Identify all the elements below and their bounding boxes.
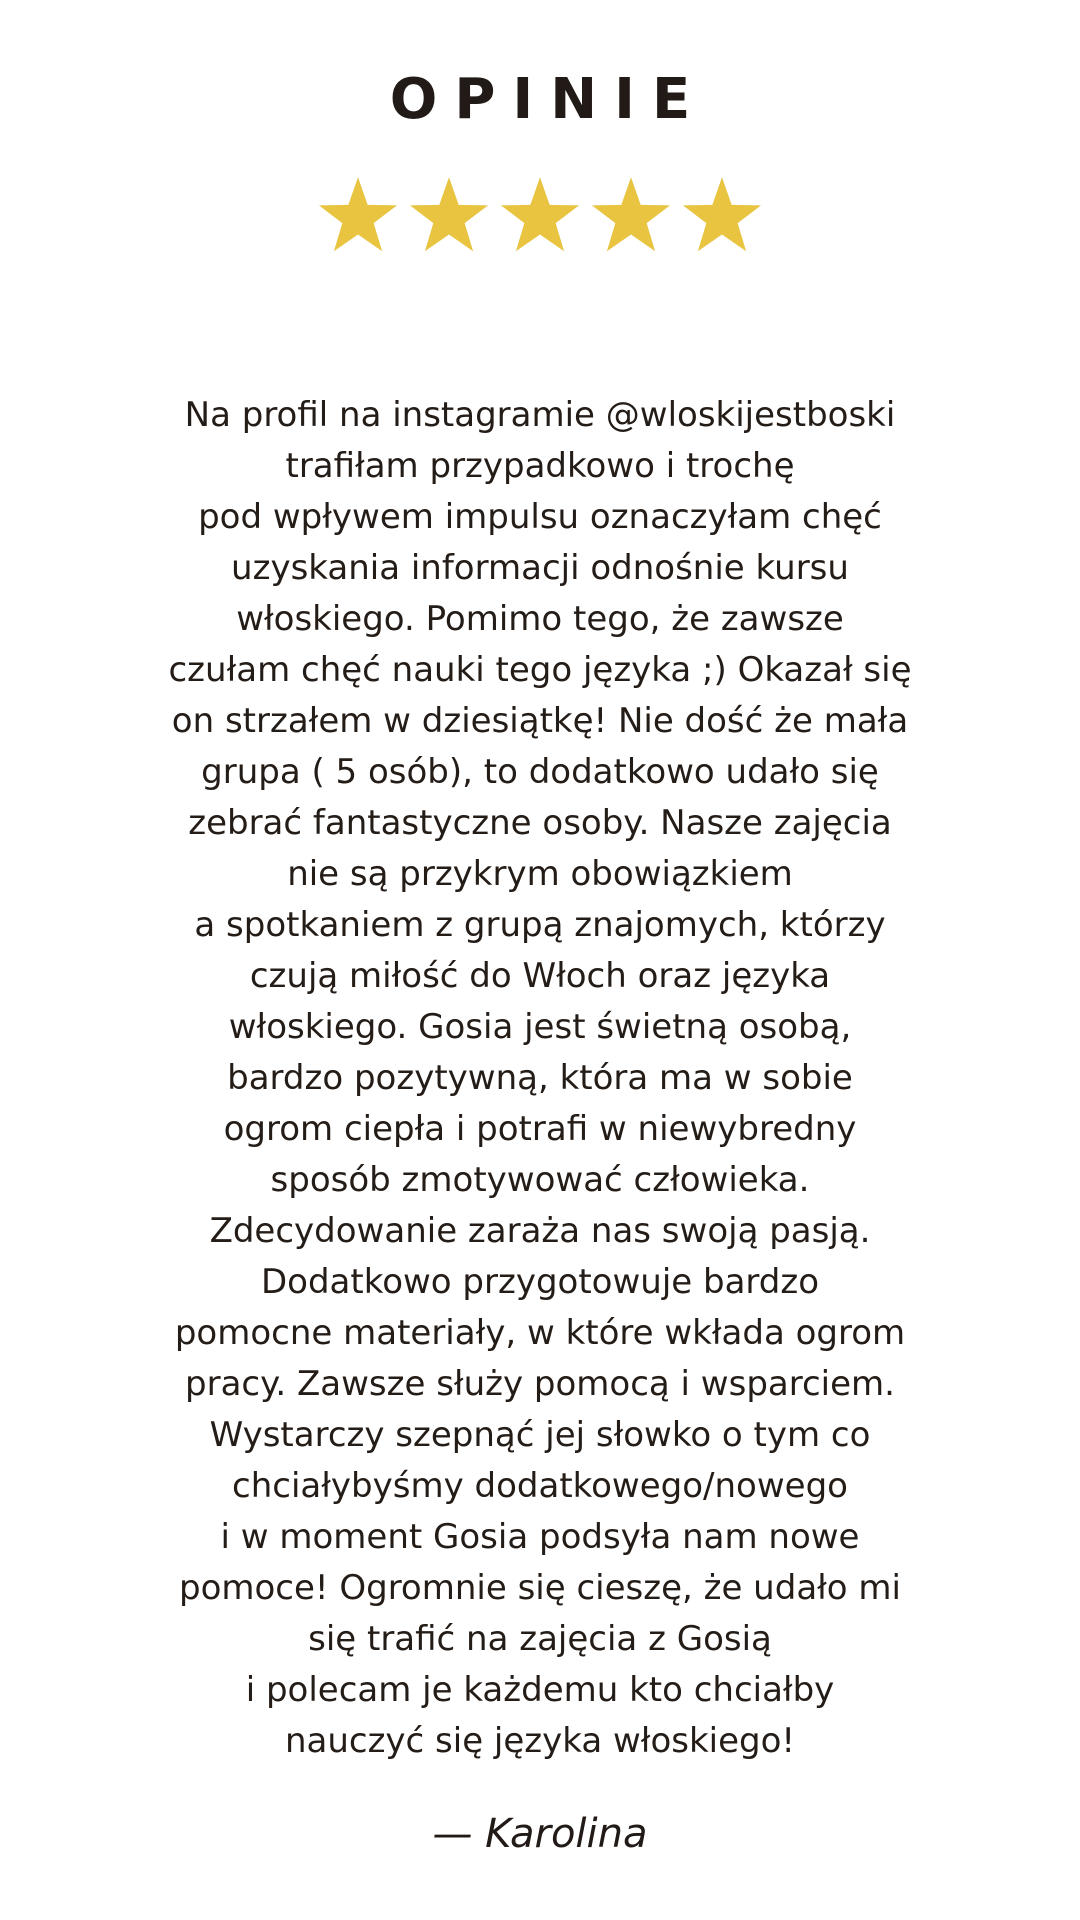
review-line: czują miłość do Włoch oraz języka bbox=[249, 956, 831, 996]
review-line: zebrać fantastyczne osoby. Nasze zajęcia bbox=[188, 803, 892, 843]
review-line: i w moment Gosia podsyła nam nowe bbox=[220, 1517, 860, 1557]
page-title: OPINIE bbox=[389, 67, 708, 132]
review-line: pomocne materiały, w które wkłada ogrom bbox=[174, 1313, 906, 1353]
star-icon bbox=[499, 174, 581, 256]
review-line: nauczyć się języka włoskiego! bbox=[284, 1721, 796, 1761]
star-icon bbox=[408, 174, 490, 256]
review-line: a spotkaniem z grupą znajomych, którzy bbox=[194, 905, 886, 945]
review-line: włoskiego. Gosia jest świetną osobą, bbox=[228, 1007, 852, 1047]
review-text bbox=[140, 390, 940, 1767]
review-line: chciałybyśmy dodatkowego/nowego bbox=[232, 1466, 848, 1506]
star-icon bbox=[590, 174, 672, 256]
review-line: pracy. Zawsze służy pomocą i wsparciem. bbox=[185, 1364, 895, 1404]
review-line: bardzo pozytywną, która ma w sobie bbox=[227, 1058, 853, 1098]
review-line: i polecam je każdemu kto chciałby bbox=[245, 1670, 835, 1710]
review-line: się trafić na zajęcia z Gosią bbox=[308, 1619, 772, 1659]
review-line: sposób zmotywować człowieka. bbox=[270, 1160, 810, 1200]
review-line: włoskiego. Pomimo tego, że zawsze bbox=[236, 599, 844, 639]
review-author: — Karolina bbox=[432, 1811, 648, 1857]
review-line: on strzałem w dziesiątkę! Nie dość że mała bbox=[171, 701, 909, 741]
star-icon bbox=[317, 174, 399, 256]
review-line: Wystarczy szepnąć jej słowko o tym co bbox=[209, 1415, 871, 1455]
review-line: Dodatkowo przygotowuje bardzo bbox=[260, 1262, 820, 1302]
star-rating bbox=[0, 174, 1080, 256]
review-line: pod wpływem impulsu oznaczyłam chęć bbox=[198, 497, 882, 537]
review-line: trafiłam przypadkowo i trochę bbox=[285, 446, 795, 486]
review-line: nie są przykrym obowiązkiem bbox=[287, 854, 793, 894]
review-line: ogrom ciepła i potrafi w niewybredny bbox=[223, 1109, 857, 1149]
review-line: Zdecydowanie zaraża nas swoją pasją. bbox=[209, 1211, 871, 1251]
review-line: czułam chęć nauki tego języka ;) Okazał się bbox=[168, 650, 912, 690]
star-icon bbox=[681, 174, 763, 256]
review-line: Na profil na instagramie @wloskijestboski bbox=[184, 395, 896, 435]
review-line: pomoce! Ogromnie się cieszę, że udało mi bbox=[179, 1568, 901, 1608]
review-line: uzyskania informacji odnośnie kursu bbox=[231, 548, 849, 588]
review-line: grupa ( 5 osób), to dodatkowo udało się bbox=[201, 752, 879, 792]
